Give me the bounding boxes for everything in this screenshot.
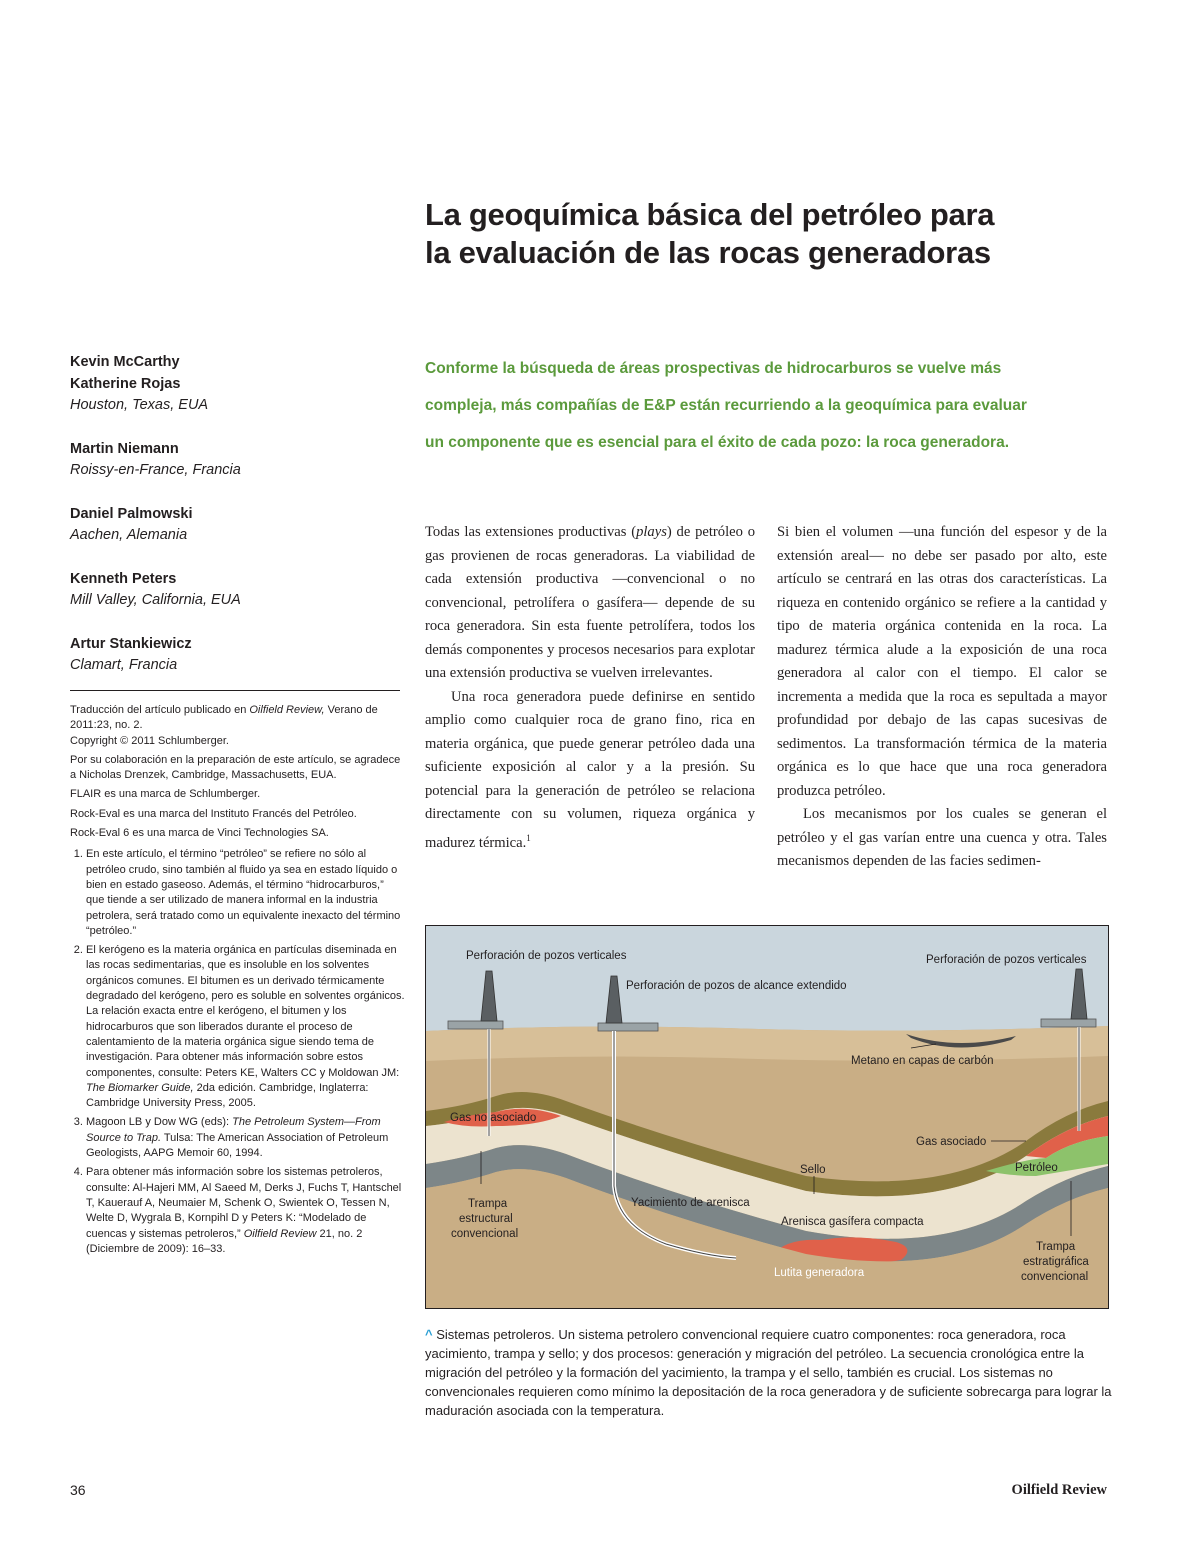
footnote-2-tail: 2da edición. Cambridge, Inglaterra: Cambridge University Press, 2005. <box>86 1081 369 1110</box>
label-yacimiento: Yacimiento de arenisca <box>631 1197 750 1209</box>
overburden-layer <box>426 1026 1108 1061</box>
footnote-4-tail: 21, no. 2 (Diciembre de 2009): 16–33. <box>86 1227 363 1255</box>
p1-text: Todas las extensiones productivas ( <box>425 524 637 540</box>
page-number: 36 <box>70 1482 86 1498</box>
title-line-1: La geoquímica básica del petróleo para <box>425 197 995 232</box>
acknowledgement-note: Por su colaboración en la preparación de este artículo, se agradece a Nicholas Drenzek, Cambridge, Massachusetts, EUA. <box>70 753 401 782</box>
footnote-4-text: Para obtener más información sobre los sistemas petroleros, consulte: Al-Hajeri MM, Al Saeed M, Derks J, Fuchs T, Hantschel T, Kauerauf A, Neumaier M, Schenk O, Swientek O, Tessen N, Welte D, Wygrala B, Kornpihl D y Peters K: “Modelado de cuencas y sistemas petroleros,” <box>86 1166 402 1240</box>
author-list <box>70 352 400 699</box>
translation-note <box>70 703 405 749</box>
author-location: Aachen, Alemania <box>70 527 188 543</box>
author-group <box>70 504 400 547</box>
label-gas-asociado: Gas asociado <box>916 1136 987 1148</box>
author-name: Artur Stankiewicz <box>70 635 192 652</box>
author-name: Daniel Palmowski <box>70 505 193 522</box>
author-group <box>70 634 400 677</box>
footnote-3-tail: Tulsa: The American Association of Petroleum Geologists, AAPG Memoir 60, 1994. <box>86 1131 389 1160</box>
author-name: Katherine Rojas <box>70 375 181 392</box>
footnote-4 <box>86 1165 405 1257</box>
footnote-list <box>70 847 405 1257</box>
footnote-2-book: The Biomarker Guide, <box>86 1081 194 1094</box>
author-name: Kevin McCarthy <box>70 354 180 370</box>
article-lede <box>425 350 1115 461</box>
title-line-2: la evaluación de las rocas generadoras <box>425 235 991 270</box>
caption-marker-icon: ^ <box>425 1327 433 1342</box>
author-location: Clamart, Francia <box>70 657 178 673</box>
figure-caption <box>425 1325 1115 1420</box>
label-arenisca-compacta: Arenisca gasífera compacta <box>781 1216 924 1228</box>
footnote-ref: 1 <box>526 832 531 843</box>
label-trampa-estratigrafica-2: estratigráfica <box>1023 1256 1089 1268</box>
body-paragraph-3: Los mecanismos por los cuales se generan el petróleo y el gas varían entre una cuenca y otra. Tales mecanismos dependen de las facies sedimen- <box>777 806 1107 869</box>
author-group <box>70 569 400 612</box>
translation-note-text: Traducción del artículo publicado en <box>70 704 250 716</box>
copyright-note: Copyright © 2011 Schlumberger. <box>70 734 229 747</box>
footnote-2 <box>86 943 405 1111</box>
body-paragraph-2-cont: Si bien el volumen —una función del espesor y de la extensión areal— no debe ser pasado por alto, este artículo se centrará en las otras dos características. La riqueza en contenido orgánico se refiere a la cantidad y tipo de materia orgánica contenida en la roca. La madurez térmica alude a la exposición de una roca generadora al calor con el tiempo. El calor se incrementa a medida que la roca es sepultada a mayor profundidad por debajo de las capas sucesivas de sedimentos. La transformación térmica de la materia orgánica es lo que hace que una roca generadora produzca petróleo. <box>777 524 1107 799</box>
footnote-1: 1. En este artículo, el término “petróleo” se refiere no sólo al petróleo crudo, sino también al fluido ya sea en estado líquido o bien en estado gaseoso. Además, el término “hidrocarburos,” que tiende a ser utilizado de manera informal en la industria petrolera, será tratado como un equivalente inexacto del término “petróleo.” <box>86 847 405 939</box>
label-trampa-estructural-3: convencional <box>451 1228 519 1240</box>
trademark-note: Rock-Eval es una marca del Instituto Francés del Petróleo. <box>70 807 357 820</box>
footnote-4-journal: Oilfield Review <box>243 1227 317 1240</box>
body-paragraph-2 <box>425 686 755 855</box>
label-coalbed-methane: Metano en capas de carbón <box>851 1055 994 1067</box>
author-name: Kenneth Peters <box>70 570 177 587</box>
label-extended-reach: Perforación de pozos de alcance extendido <box>626 980 847 992</box>
author-name: Martin Niemann <box>70 440 179 457</box>
author-group <box>70 439 400 482</box>
author-location: Roissy-en-France, Francia <box>70 462 241 478</box>
body-paragraph-1 <box>425 521 755 686</box>
caption-text: Sistemas petroleros. Un sistema petrolero convencional requiere cuatro componentes: roca generadora, roca yacimiento, trampa y sello; y dos procesos: generación y migración del petróleo. La secuencia cronológica entre la migración del petróleo y la formación del yacimiento, la trampa y el sello, también es crucial. Los sistemas no convencionales requieren como mínimo la depositación de la roca generadora y de suficiente sobrecarga para lograr la maduración asociada con la temperatura. <box>425 1327 1112 1418</box>
label-petroleo: Petróleo <box>1015 1162 1058 1174</box>
trademark-note: Rock-Eval 6 es una marca de Vinci Technologies SA. <box>70 827 329 840</box>
label-trampa-estructural-1: Trampa <box>468 1198 508 1210</box>
p2-text: Una roca generadora puede definirse en sentido amplio como cualquier roca de grano fino, rica en materia orgánica, que puede generar petróleo dada una suficiente exposición al calor y a la presión. Su potencial para la generación de petróleo se relaciona directamente con su volumen, riqueza orgánica y madurez térmica. <box>425 688 755 851</box>
lede-line-2: compleja, más compañías de E&P están recurriendo a la geoquímica para evaluar <box>425 397 1027 414</box>
lede-line-1: Conforme la búsqueda de áreas prospectivas de hidrocarburos se vuelve más <box>425 360 1002 377</box>
label-trampa-estructural-2: estructural <box>459 1213 513 1225</box>
label-vertical-right: Perforación de pozos verticales <box>926 954 1087 966</box>
petroleum-system-diagram <box>426 926 1108 1308</box>
label-lutita-generadora: Lutita generadora <box>774 1267 865 1279</box>
translation-journal: Oilfield Review, <box>249 704 325 716</box>
label-gas-no-asociado: Gas no asociado <box>450 1112 537 1124</box>
side-notes <box>70 703 405 1261</box>
p1-plays: plays <box>636 524 667 540</box>
label-trampa-estratigrafica-1: Trampa <box>1036 1241 1076 1253</box>
translation-note-issue: Verano de 2011:23, no. 2. <box>70 704 378 732</box>
footnote-3 <box>86 1115 405 1161</box>
author-location: Mill Valley, California, EUA <box>70 592 241 608</box>
trademark-note: FLAIR es una marca de Schlumberger. <box>70 788 261 801</box>
label-trampa-estratigrafica-3: convencional <box>1021 1271 1089 1283</box>
article-title <box>425 196 1125 272</box>
footnote-3-book: The Petroleum System—From Source to Trap. <box>86 1116 381 1144</box>
petroleum-system-figure <box>425 925 1109 1309</box>
p1-text-cont: ) de petróleo o gas provienen de rocas generadoras. La viabilidad de cada extensión productiva —convencional o no convencional, petrolífera o gasífera— depende de su roca generadora. Sin esta fuente petrolífera, todos los demás componentes y procesos necesarios para explotar una extensión productiva se vuelven irrelevantes. <box>425 524 755 681</box>
footnote-2-text: El kerógeno es la materia orgánica en partículas diseminada en las rocas sedimentarias, que es insoluble en los solventes orgánicos comunes. El bitumen es un derivado térmicamente degradado del kerógeno, pero es soluble en solventes orgánicos. La relación exacta entre el kerógeno, el bitumen y los hidrocarburos que son liberados durante el proceso de calentamiento de la materia orgánica sigue siendo tema de investigación. Para obtener más información sobre estos componentes, consulte: Peters KE, Walters CC y Moldowan JM: <box>86 944 405 1079</box>
body-column-1 <box>425 521 755 855</box>
label-sello: Sello <box>800 1164 826 1176</box>
lede-line-3: un componente que es esencial para el éxito de cada pozo: la roca generadora. <box>425 434 1010 451</box>
notes-divider <box>70 690 400 691</box>
journal-name: Oilfield Review <box>1011 1482 1107 1498</box>
footnote-3-text: Magoon LB y Dow WG (eds): <box>86 1116 233 1129</box>
author-group <box>70 352 400 417</box>
author-location: Houston, Texas, EUA <box>70 397 209 413</box>
label-vertical-left: Perforación de pozos verticales <box>466 950 627 962</box>
body-column-2 <box>777 521 1107 874</box>
